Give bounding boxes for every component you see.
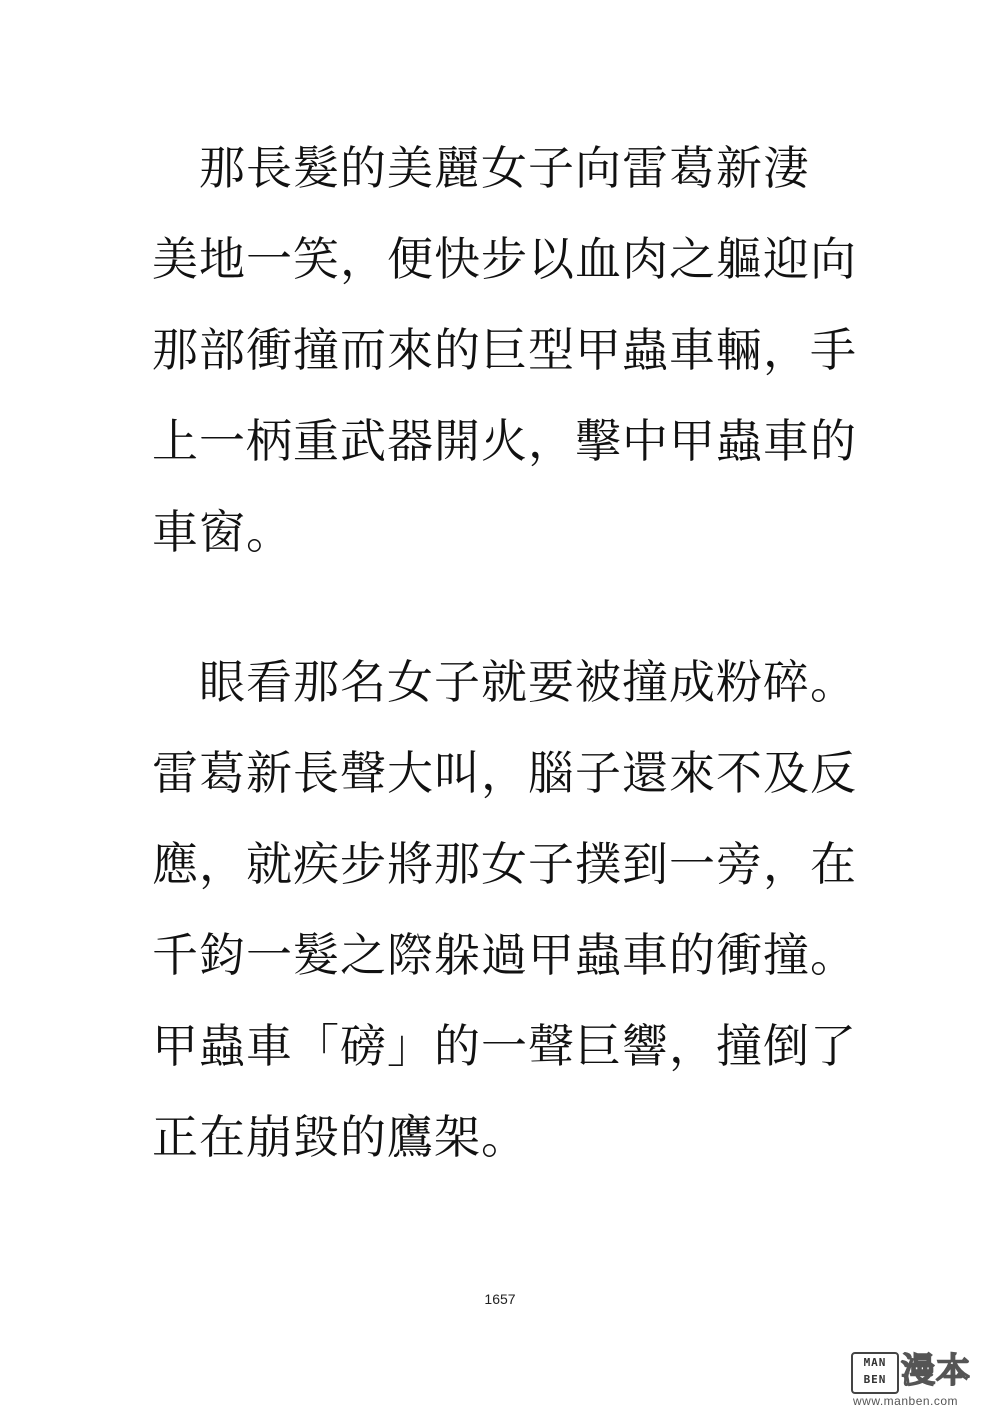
text-line: 車窗。: [152, 505, 293, 559]
text-line: 美地一笑，便快步以血肉之軀迎向: [152, 232, 857, 286]
paragraph-2: [152, 647, 857, 1193]
watermark-logo-icon: [851, 1352, 899, 1394]
text-line: 甲蟲車「磅」的一聲巨響，撞倒了: [152, 1019, 857, 1073]
text-line: 上一柄重武器開火，擊中甲蟲車的: [152, 414, 857, 468]
watermark: [845, 1348, 993, 1408]
page-number: 1657: [484, 1291, 516, 1307]
text-line: 千鈞一髮之際躲過甲蟲車的衝撞。: [152, 928, 857, 982]
text-line: 正在崩毀的鷹架。: [152, 1110, 528, 1164]
watermark-url: www.manben.com: [853, 1394, 959, 1408]
text-line: 那部衝撞而來的巨型甲蟲車輛，手: [152, 323, 857, 377]
paragraph-1: [152, 133, 857, 588]
watermark-name: 漫本: [901, 1351, 971, 1391]
text-line: 那長髮的美麗女子向雷葛新淒: [152, 141, 810, 195]
text-line: 眼看那名女子就要被撞成粉碎。: [152, 655, 857, 709]
text-line: 應，就疾步將那女子撲到一旁，在: [152, 837, 857, 891]
watermark-logo-bottom: BEN: [863, 1373, 887, 1386]
watermark-logo-top: MAN: [863, 1356, 887, 1369]
text-line: 雷葛新長聲大叫，腦子還來不及反: [152, 746, 857, 800]
